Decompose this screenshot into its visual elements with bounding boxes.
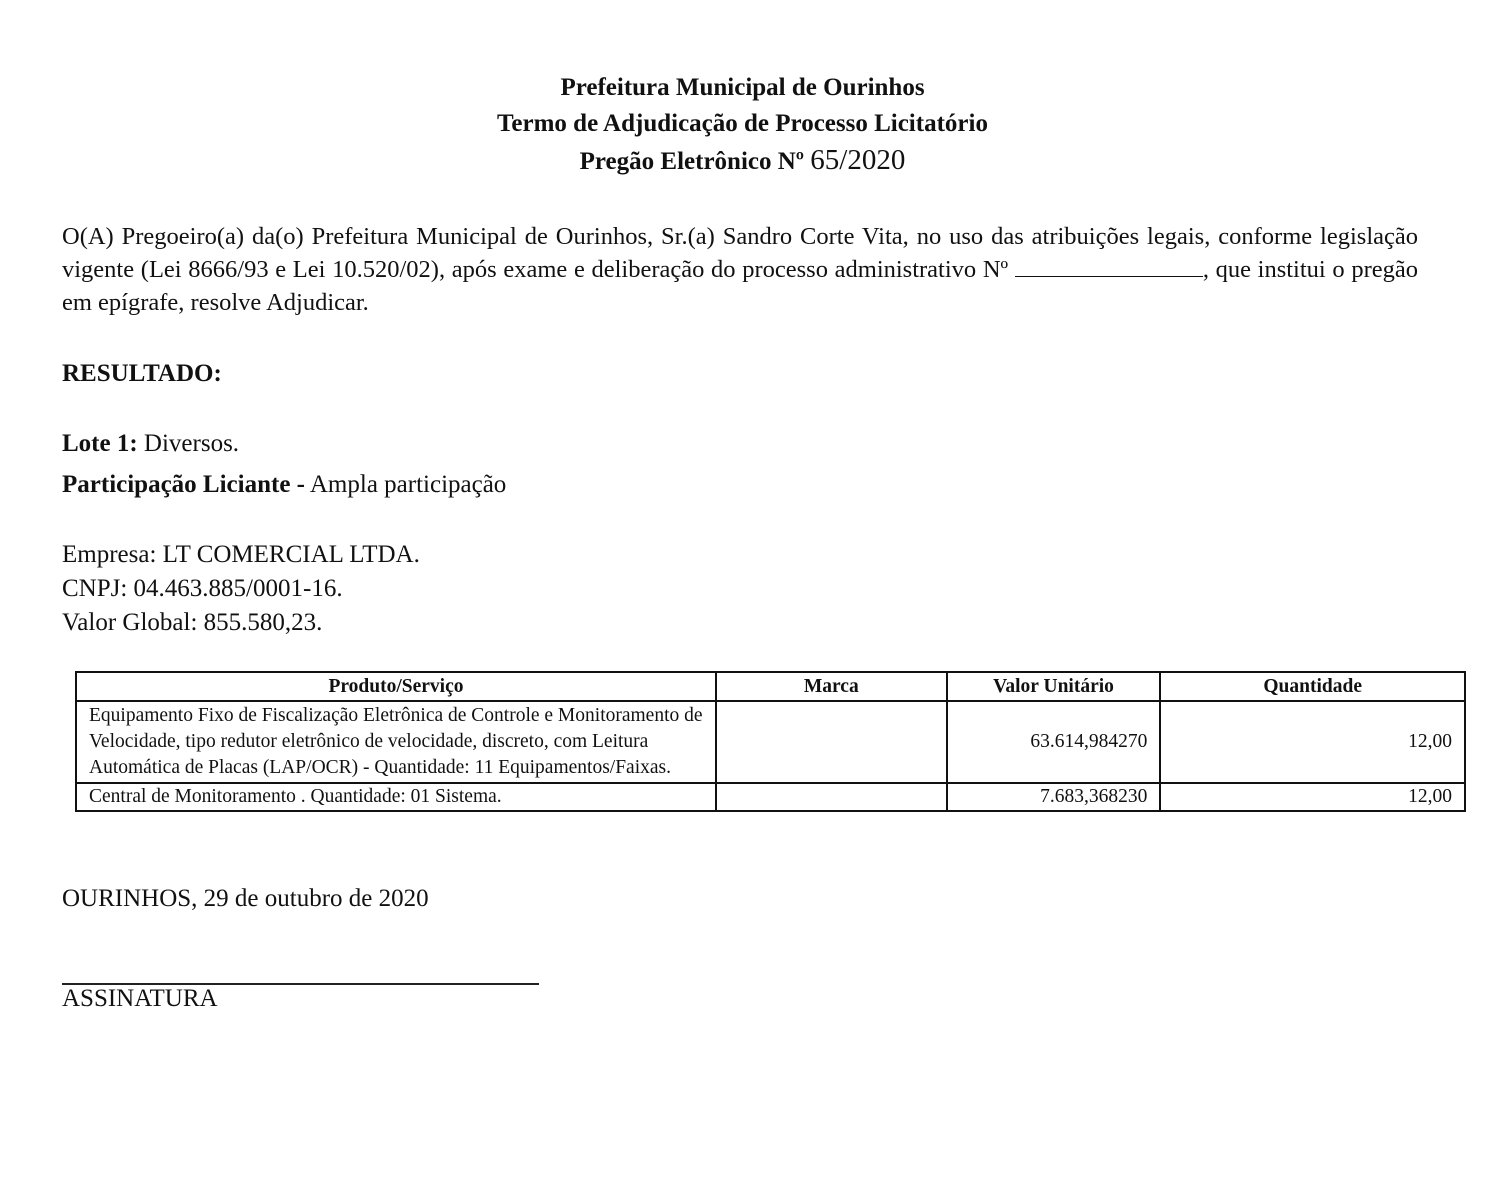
header-municipality: Prefeitura Municipal de Ourinhos: [560, 74, 925, 101]
header-title: Termo de Adjudicação de Processo Licitatório: [497, 110, 988, 137]
participacao-line: [62, 471, 506, 499]
process-number-blank: [1015, 254, 1203, 277]
intro-text-start: O(A) Pregoeiro(a) da(o) Prefeitura Municipal de Ourinhos, Sr.(a) Sandro Corte Vita, no uso das atribuições legais, conforme legislação vigente (Lei 8666/93 e Lei 10.520/02), após exame e deliberação do processo administrativo Nº: [62, 223, 1418, 283]
signature-label: ASSINATURA: [62, 985, 218, 1012]
header-produto: Produto/Serviço: [76, 672, 716, 701]
company-cnpj: CNPJ: 04.463.885/0001-16.: [62, 575, 343, 602]
participacao-value: Ampla participação: [305, 471, 507, 498]
header-quantidade: Quantidade: [1160, 672, 1465, 701]
header-marca: Marca: [716, 672, 947, 701]
cell-marca: [716, 783, 947, 811]
items-table: [75, 671, 1466, 812]
cell-quantidade: 12,00: [1160, 701, 1465, 783]
company-valor-global: Valor Global: 855.580,23.: [62, 609, 323, 636]
company-info: [62, 538, 420, 640]
cell-valor-unitario: 63.614,984270: [947, 701, 1161, 783]
lote-line: [62, 430, 239, 458]
company-name: Empresa: LT COMERCIAL LTDA.: [62, 541, 420, 568]
header-pregao: [0, 142, 1485, 180]
table-row: [76, 701, 1465, 783]
cell-produto: Central de Monitoramento . Quantidade: 01 Sistema.: [76, 783, 716, 811]
intro-text-end: , que institui o pregão em epígrafe, resolve Adjudicar.: [62, 256, 1418, 316]
pregao-number: 65/2020: [810, 144, 906, 176]
document-date: OURINHOS, 29 de outubro de 2020: [62, 885, 429, 912]
header-valor-unitario: Valor Unitário: [947, 672, 1161, 701]
resultado-heading: RESULTADO:: [62, 360, 222, 387]
lote-label: Lote 1:: [62, 430, 138, 457]
table-header-row: [76, 672, 1465, 701]
cell-produto: Equipamento Fixo de Fiscalização Eletrônica de Controle e Monitoramento de Velocidade, tipo redutor eletrônico de velocidade, discreto, com Leitura Automática de Placas (LAP/OCR) - Quantidade: 11 Equipamentos/Faixas.: [76, 701, 716, 783]
table-row: [76, 783, 1465, 811]
cell-marca: [716, 701, 947, 783]
document-header: [0, 70, 1485, 180]
participacao-label: Participação Liciante -: [62, 471, 305, 498]
pregao-label: Pregão Eletrônico Nº: [579, 148, 811, 175]
cell-quantidade: 12,00: [1160, 783, 1465, 811]
intro-paragraph: [62, 220, 1418, 319]
cell-valor-unitario: 7.683,368230: [947, 783, 1161, 811]
lote-value: Diversos.: [137, 430, 240, 457]
